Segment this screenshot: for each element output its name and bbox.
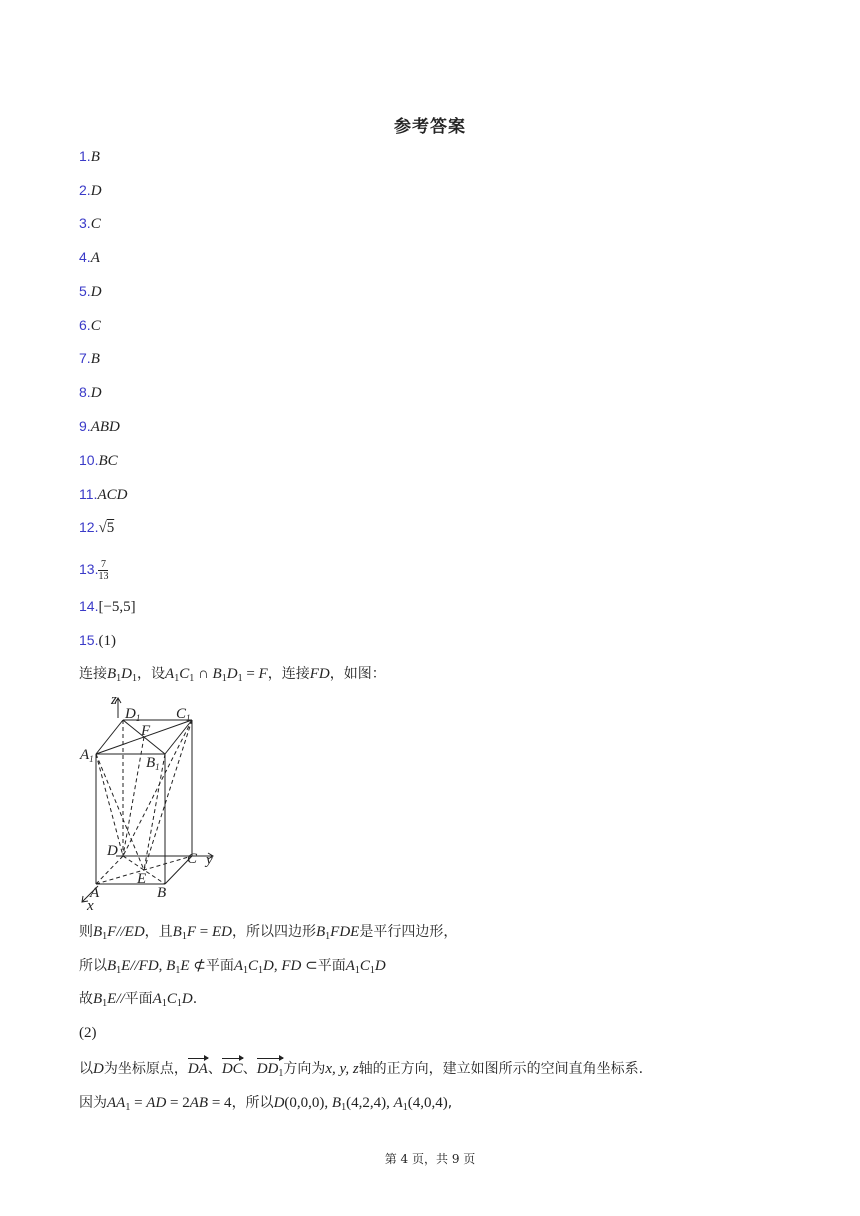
- label-y: y: [206, 852, 213, 868]
- label-A: A: [90, 885, 100, 901]
- solution-line-3: 所以$B_1E//FD$, $B_1E$ ⊄平面$A_1C_1D$, FD ⊂平面$A_1C_1D$: [79, 958, 386, 976]
- answer-15: 15.(1): [79, 632, 116, 649]
- label-B1: $B_1$: [146, 755, 160, 772]
- solution-line-6: 因为$AA_1$ = AD = 2AB = 4，所以D(0,0,0), $B_1(4,2,4)$, $A_1(4,0,4)$,: [79, 1095, 453, 1113]
- answer-10: 10.BC: [79, 452, 118, 469]
- solution-line-4: 故$B_1E//$平面$A_1C_1D$.: [79, 991, 198, 1009]
- fraction: $\frac{7}{13}$: [98, 558, 109, 582]
- label-C1: $C_1$: [176, 706, 191, 723]
- answer-2: 2.D: [79, 182, 102, 199]
- page-footer: 第 4 页，共 9 页: [384, 1152, 476, 1166]
- answer-6: 6.C: [79, 317, 101, 334]
- label-z: z: [111, 692, 117, 708]
- label-D1: $D_1$: [125, 706, 141, 723]
- answer-1: 1.B: [79, 148, 100, 165]
- answer-5: 5.D: [79, 283, 102, 300]
- solution-line-5: 以D为坐标原点，DA、DC、$DD_1$方向为x, y, z轴的正方向，建立如图所示的空间直角坐标系.: [79, 1058, 643, 1085]
- label-E: E: [137, 871, 147, 887]
- answer-14: 14.[−5,5]: [79, 598, 136, 615]
- solution-line-1: 连接$B_1D_1$，设$A_1C_1$ ∩ $B_1D_1 = F$，连接FD，如图：: [79, 666, 386, 684]
- answer-13: 13. $\frac{7}{13}$: [79, 558, 109, 582]
- answer-8: 8.D: [79, 384, 102, 401]
- answer-3: 3.C: [79, 215, 101, 232]
- answer-11: 11.ACD: [79, 486, 128, 503]
- label-A1: $A_1$: [80, 747, 94, 764]
- part-2-heading: (2): [79, 1025, 97, 1041]
- label-C: C: [187, 851, 198, 867]
- label-D: D: [107, 843, 118, 859]
- label-B: B: [157, 885, 167, 901]
- page-title: 参考答案: [394, 117, 466, 137]
- answer-4: 4.A: [79, 249, 100, 266]
- answer-12: 12.√5: [79, 519, 115, 536]
- sqrt-expression: √5: [98, 520, 115, 536]
- answer-9: 9.ABD: [79, 418, 120, 435]
- label-F: F: [141, 723, 151, 739]
- cuboid-figure: [78, 688, 228, 910]
- label-x: x: [87, 898, 94, 910]
- answer-7: 7.B: [79, 350, 100, 367]
- solution-line-2: 则$B_1F//ED$，且$B_1F$ = ED，所以四边形$B_1FDE$是平行四边形，: [79, 924, 458, 942]
